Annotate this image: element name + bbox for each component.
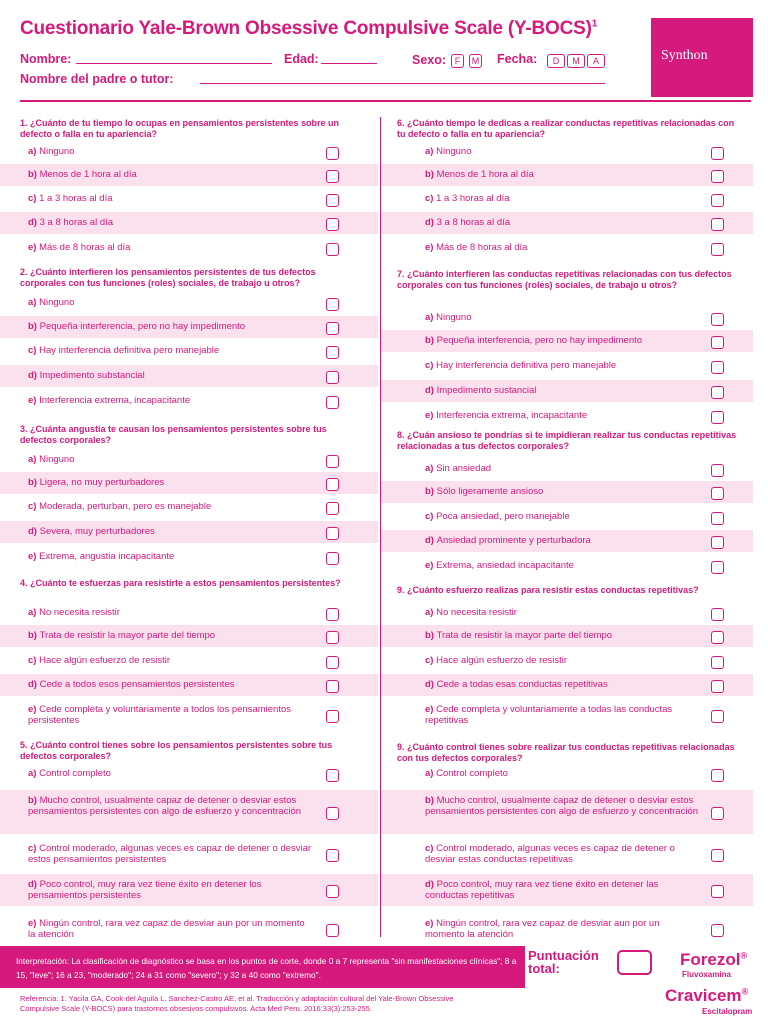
question-6-option-a[interactable] — [381, 141, 753, 163]
option-label: b) Ligera, no muy perturbadores — [28, 477, 165, 488]
option-checkbox[interactable] — [326, 298, 339, 311]
option-label: c) Control moderado, algunas veces es capaz de detener o desviar estos pensamientos persistentes — [28, 843, 312, 865]
question-3-option-d[interactable] — [0, 521, 378, 543]
brand-box — [651, 18, 753, 97]
question-2-option-c[interactable] — [0, 340, 378, 362]
option-label: c) Hay interferencia definitiva pero manejable — [28, 345, 220, 356]
question-3-text: 3. ¿Cuánta angustia te causan los pensamientos persistentes sobre tus defectos corporales? — [20, 424, 327, 445]
question-6-option-d[interactable] — [381, 212, 753, 234]
question-8-option-e[interactable] — [381, 555, 753, 577]
option-label: c) Poca ansiedad, pero manejable — [425, 511, 570, 522]
option-label: d) Cede a todas esas conductas repetitivas — [425, 679, 608, 690]
option-label: b) Pequeña interferencia, pero no hay impedimento — [28, 321, 246, 332]
sexo-label: Sexo: — [412, 53, 447, 67]
padre-field[interactable] — [200, 83, 605, 84]
option-label: c) 1 a 3 horas al día — [425, 193, 510, 204]
option-label: a) Ninguno — [28, 146, 75, 157]
option-checkbox[interactable] — [326, 147, 339, 160]
option-checkbox[interactable] — [711, 680, 724, 693]
question-6-text: 6. ¿Cuánto tiempo le dedicas a realizar conductas repetitivas relacionadas con tu defecto o falla en tu apariencia? — [397, 118, 735, 139]
option-checkbox[interactable] — [326, 243, 339, 256]
question-8-option-d[interactable] — [381, 530, 753, 552]
sexo-m-checkbox[interactable]: M — [469, 54, 482, 68]
option-checkbox[interactable] — [711, 218, 724, 231]
option-label: c) Control moderado, algunas veces es capaz de detener o desviar estas conductas repetitivas — [425, 843, 675, 865]
option-checkbox[interactable] — [326, 552, 339, 565]
option-label: a) No necesita resistir — [425, 607, 517, 618]
nombre-field[interactable] — [76, 63, 272, 64]
option-label: d) Impedimento substancial — [28, 370, 145, 381]
question-4-option-e[interactable] — [0, 699, 378, 731]
question-1-option-d[interactable] — [0, 212, 378, 234]
option-checkbox[interactable] — [711, 769, 724, 782]
option-checkbox[interactable] — [326, 656, 339, 669]
fecha-anio[interactable]: A — [587, 54, 605, 68]
option-checkbox[interactable] — [711, 147, 724, 160]
option-checkbox[interactable] — [711, 243, 724, 256]
option-label: b) Menos de 1 hora al día — [425, 169, 534, 180]
option-checkbox[interactable] — [326, 710, 339, 723]
question-10-option-e[interactable] — [381, 913, 753, 945]
option-label: b) Pequeña interferencia, pero no hay impedimento — [425, 335, 643, 346]
option-checkbox[interactable] — [326, 527, 339, 540]
option-label: e) Ningún control, rara vez capaz de desviar aun por un momento la atención — [28, 918, 305, 940]
question-1-option-e[interactable] — [0, 237, 378, 259]
option-checkbox[interactable] — [711, 710, 724, 723]
question-10-option-a[interactable] — [381, 763, 753, 785]
forezol-sublabel: Fluvoxamina — [682, 970, 731, 979]
option-checkbox[interactable] — [711, 849, 724, 862]
question-9-option-c[interactable] — [381, 650, 753, 672]
question-3-option-c[interactable] — [0, 496, 378, 518]
question-6-option-c[interactable] — [381, 188, 753, 210]
option-label: a) Ninguno — [425, 312, 472, 323]
option-checkbox[interactable] — [326, 455, 339, 468]
question-9-text: 9. ¿Cuánto esfuerzo realizas para resistir estas conductas repetitivas? — [397, 585, 699, 595]
option-checkbox[interactable] — [711, 411, 724, 424]
option-checkbox[interactable] — [711, 885, 724, 898]
question-10-option-d[interactable] — [381, 874, 753, 906]
option-label: c) 1 a 3 horas al día — [28, 193, 113, 204]
option-checkbox[interactable] — [711, 194, 724, 207]
option-checkbox[interactable] — [711, 464, 724, 477]
option-checkbox[interactable] — [326, 680, 339, 693]
option-label: b) Trata de resistir la mayor parte del tiempo — [28, 630, 216, 641]
option-checkbox[interactable] — [326, 478, 339, 491]
option-checkbox[interactable] — [711, 170, 724, 183]
fecha-mes[interactable]: M — [567, 54, 585, 68]
question-5-option-b[interactable] — [0, 790, 378, 834]
option-label: b) Menos de 1 hora al día — [28, 169, 137, 180]
question-9-option-d[interactable] — [381, 674, 753, 696]
option-checkbox[interactable] — [711, 631, 724, 644]
question-7-option-d[interactable] — [381, 380, 753, 402]
question-2-text: 2. ¿Cuánto interfieren los pensamientos persistentes de tus defectos corporales con tus funciones (roles) sociales, de trabajo u otros? — [20, 267, 316, 288]
question-9-option-e[interactable] — [381, 699, 753, 731]
question-8-text: 8. ¿Cuán ansioso te pondrías si te impidieran realizar tus conductas repetitivas relacionadas a tus defectos corporales? — [397, 430, 737, 451]
question-4-option-d[interactable] — [0, 674, 378, 696]
score-input[interactable] — [617, 950, 652, 975]
option-label: a) Ninguno — [28, 454, 75, 465]
question-7-option-b[interactable] — [381, 330, 753, 352]
question-3-option-a[interactable] — [0, 449, 378, 471]
option-checkbox[interactable] — [711, 386, 724, 399]
option-label: e) Cede completa y voluntariamente a todos los pensamientos persistentes — [28, 704, 291, 726]
option-label: c) Hace algún esfuerzo de resistir — [425, 655, 568, 666]
score-label: Puntuación total: — [528, 948, 599, 976]
option-checkbox[interactable] — [326, 371, 339, 384]
question-10-option-b[interactable] — [381, 790, 753, 834]
option-label: e) Más de 8 horas al día — [425, 242, 528, 253]
option-label: e) Interferencia extrema, incapacitante — [425, 410, 588, 421]
option-label: a) Ninguno — [425, 146, 472, 157]
option-checkbox[interactable] — [711, 656, 724, 669]
brand-name: Synthon — [661, 48, 708, 63]
option-label: d) Cede a todos esos pensamientos persistentes — [28, 679, 235, 690]
option-checkbox[interactable] — [711, 536, 724, 549]
question-4-text: 4. ¿Cuánto te esfuerzas para resistirte a estos pensamientos persistentes? — [20, 578, 341, 588]
option-checkbox[interactable] — [711, 487, 724, 500]
interpretation-band — [0, 946, 525, 988]
option-label: c) Hace algún esfuerzo de resistir — [28, 655, 171, 666]
question-5-option-e[interactable] — [0, 913, 378, 945]
option-checkbox[interactable] — [326, 502, 339, 515]
question-5-option-d[interactable] — [0, 874, 378, 906]
option-checkbox[interactable] — [711, 924, 724, 937]
question-3-option-e[interactable] — [0, 546, 378, 568]
option-label: e) Más de 8 horas al día — [28, 242, 131, 253]
question-2-option-b[interactable] — [0, 316, 378, 338]
option-label: d) Impedimento sustancial — [425, 385, 537, 396]
option-label: c) Moderada, perturban, pero es manejable — [28, 501, 212, 512]
question-7-option-a[interactable] — [381, 307, 753, 329]
edad-label: Edad: — [284, 52, 319, 66]
question-10-option-c[interactable] — [381, 838, 753, 870]
question-8-option-b[interactable] — [381, 481, 753, 503]
option-label: d) Poco control, muy rara vez tiene éxito en detener los pensamientos persistentes — [28, 879, 262, 901]
option-checkbox[interactable] — [711, 512, 724, 525]
question-5-option-c[interactable] — [0, 838, 378, 870]
option-checkbox[interactable] — [711, 336, 724, 349]
option-checkbox[interactable] — [326, 218, 339, 231]
interpretation-text: Interpretación: La clasificación de diagnóstico se basa en los puntos de corte, donde 0 a 7 representa "sin manifestaciones clínicas"; 8 a 15, "leve"; 16 a 23, "moderado"; 24 a 31 como "severo"; y 32 a 40 como "extremo". — [16, 956, 517, 980]
question-2-option-e[interactable] — [0, 390, 378, 412]
option-checkbox[interactable] — [326, 194, 339, 207]
question-2-option-d[interactable] — [0, 365, 378, 387]
option-label: b) Mucho control, usualmente capaz de detener o desviar estos pensamientos persistentes con algo de esfuerzo y concentración — [425, 795, 699, 817]
option-label: a) Ninguno — [28, 297, 75, 308]
fecha-label: Fecha: — [497, 52, 538, 66]
option-checkbox[interactable] — [326, 924, 339, 937]
option-checkbox[interactable] — [326, 346, 339, 359]
option-label: b) Mucho control, usualmente capaz de detener o desviar estos pensamientos persistentes con algo de esfuerzo y concentración — [28, 795, 302, 817]
question-1-option-b[interactable] — [0, 164, 378, 186]
option-label: e) Ningún control, rara vez capaz de desviar aun por un momento la atención — [425, 918, 660, 940]
nombre-label: Nombre: — [20, 52, 72, 66]
option-checkbox[interactable] — [326, 631, 339, 644]
question-1-option-a[interactable] — [0, 141, 378, 163]
option-checkbox[interactable] — [326, 769, 339, 782]
option-label: a) No necesita resistir — [28, 607, 120, 618]
option-label: a) Control completo — [28, 768, 111, 779]
question-6-option-b[interactable] — [381, 164, 753, 186]
cravicem-logo: Cravicem® — [665, 986, 749, 1005]
question-6-option-e[interactable] — [381, 237, 753, 259]
option-label: e) Interferencia extrema, incapacitante — [28, 395, 191, 406]
padre-label: Nombre del padre o tutor: — [20, 72, 174, 86]
question-7-option-c[interactable] — [381, 355, 753, 377]
option-label: e) Extrema, angustia incapacitante — [28, 551, 175, 562]
option-checkbox[interactable] — [326, 322, 339, 335]
question-8-option-c[interactable] — [381, 506, 753, 528]
question-3-option-b[interactable] — [0, 472, 378, 494]
question-8-option-a[interactable] — [381, 458, 753, 480]
question-5-text: 5. ¿Cuánto control tienes sobre los pensamientos persistentes sobre tus defectos corporales? — [20, 740, 333, 761]
question-4-option-a[interactable] — [0, 602, 378, 624]
question-4-option-b[interactable] — [0, 625, 378, 647]
question-7-text: 7. ¿Cuánto interfieren las conductas repetitivas relacionadas con tus defectos corporales con tus funciones (roles) sociales, de trabajo u otros? — [397, 269, 732, 290]
question-9-option-a[interactable] — [381, 602, 753, 624]
fecha-dia[interactable]: D — [547, 54, 565, 68]
option-checkbox[interactable] — [326, 396, 339, 409]
option-checkbox[interactable] — [711, 608, 724, 621]
option-checkbox[interactable] — [326, 885, 339, 898]
question-9-option-b[interactable] — [381, 625, 753, 647]
forezol-logo: Forezol® — [680, 950, 748, 969]
question-1-option-c[interactable] — [0, 188, 378, 210]
question-4-option-c[interactable] — [0, 650, 378, 672]
option-label: b) Trata de resistir la mayor parte del tiempo — [425, 630, 613, 641]
option-checkbox[interactable] — [326, 608, 339, 621]
option-label: a) Sin ansiedad — [425, 463, 492, 474]
cravicem-sublabel: Escitalopram — [702, 1007, 753, 1016]
option-label: d) 3 a 8 horas al día — [28, 217, 114, 228]
option-checkbox[interactable] — [711, 313, 724, 326]
option-checkbox[interactable] — [711, 807, 724, 820]
option-label: d) Ansiedad prominente y perturbadora — [425, 535, 591, 546]
question-5-option-a[interactable] — [0, 763, 378, 785]
option-label: e) Cede completa y voluntariamente a todas las conductas repetitivas — [425, 704, 673, 726]
edad-field[interactable] — [321, 63, 377, 64]
option-checkbox[interactable] — [326, 807, 339, 820]
question-2-option-a[interactable] — [0, 292, 378, 314]
question-10-text: 9. ¿Cuánto control tienes sobre realizar tus conductas repetitivas relacionadas con tus defectos corporales? — [397, 742, 735, 763]
option-label: d) Poco control, muy rara vez tiene éxito en detener las conductas repetitivas — [425, 879, 659, 901]
option-label: e) Extrema, ansiedad incapacitante — [425, 560, 574, 571]
header-divider — [20, 100, 751, 102]
option-label: d) 3 a 8 horas al día — [425, 217, 511, 228]
option-checkbox[interactable] — [326, 170, 339, 183]
option-checkbox[interactable] — [711, 561, 724, 574]
question-7-option-e[interactable] — [381, 405, 753, 427]
sexo-f-checkbox[interactable]: F — [451, 54, 464, 68]
option-label: c) Hay interferencia definitiva pero manejable — [425, 360, 617, 371]
option-label: a) Control completo — [425, 768, 508, 779]
page-title: Cuestionario Yale-Brown Obsessive Compulsive Scale (Y-BOCS)$^1$ — [20, 18, 598, 39]
option-label: d) Severa, muy perturbadores — [28, 526, 155, 537]
option-checkbox[interactable] — [711, 361, 724, 374]
option-checkbox[interactable] — [326, 849, 339, 862]
option-label: b) Sólo ligeramente ansioso — [425, 486, 544, 497]
question-1-text: 1. ¿Cuánto de tu tiempo lo ocupas en pensamientos persistentes sobre un defecto o falla en tu apariencia? — [20, 118, 340, 139]
reference-text: Referencia: 1. Yacila GA, Cook-del Aguila L, Sanchez-Castro AE, et al. Traducción y adaptación cultural del Yale-Brown Obsessive Compulsive Scale (Y-BOCS) para trastornos obsesivos compulsivos. Acta Med Peru. 2016;33(3):253-255. — [20, 994, 454, 1013]
